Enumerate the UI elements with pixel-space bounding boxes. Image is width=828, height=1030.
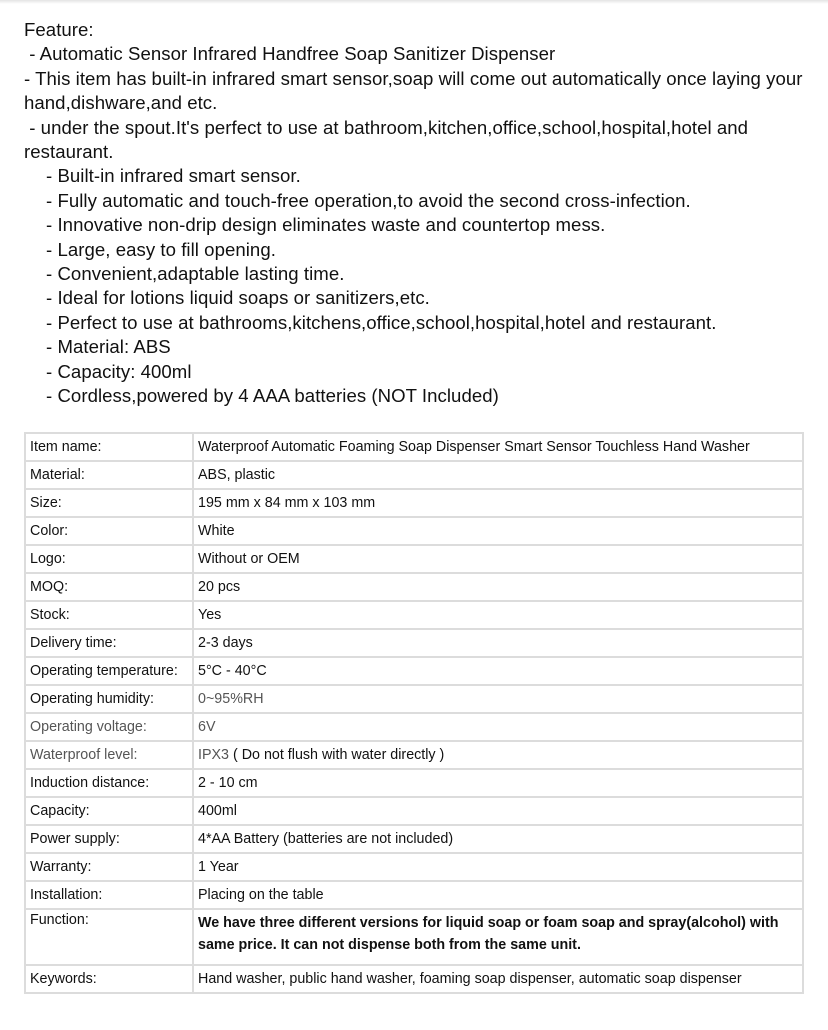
feature-bullet: - Fully automatic and touch-free operation,to avoid the second cross-infection.: [46, 189, 691, 211]
spec-value: 2-3 days: [193, 629, 803, 657]
spec-label: Keywords:: [25, 965, 193, 993]
table-row: [25, 489, 803, 517]
table-row: [25, 881, 803, 909]
spec-label: Stock:: [25, 601, 193, 629]
spec-label: Power supply:: [25, 825, 193, 853]
feature-bullet: - Perfect to use at bathrooms,kitchens,office,school,hospital,hotel and restaurant.: [46, 311, 717, 333]
table-row: [25, 741, 803, 769]
table-row: [25, 769, 803, 797]
feature-bullet: - Cordless,powered by 4 AAA batteries (NOT Included): [46, 385, 499, 407]
spec-value: ABS, plastic: [193, 461, 803, 489]
spec-label: Material:: [25, 461, 193, 489]
spec-label: Operating humidity:: [25, 685, 193, 713]
spec-label: Function:: [25, 909, 193, 965]
feature-description: [24, 18, 828, 409]
spec-value-rating: IPX3: [198, 747, 229, 763]
feature-intro-line: - Automatic Sensor Infrared Handfree Soap Sanitizer Dispenser: [24, 43, 556, 65]
spec-label: Induction distance:: [25, 769, 193, 797]
feature-bullet: - Large, easy to fill opening.: [46, 238, 276, 260]
spec-label: Size:: [25, 489, 193, 517]
table-row: [25, 797, 803, 825]
spec-label: Operating voltage:: [25, 713, 193, 741]
spec-label: Color:: [25, 517, 193, 545]
feature-bullet: - Material: ABS: [46, 336, 171, 358]
table-row: [25, 685, 803, 713]
feature-bullet: - Innovative non-drip design eliminates waste and countertop mess.: [46, 214, 606, 236]
spec-value-note: ( Do not flush with water directly ): [229, 747, 445, 763]
spec-value: 5°C - 40°C: [193, 657, 803, 685]
table-row: [25, 573, 803, 601]
table-row: [25, 601, 803, 629]
spec-value: 400ml: [193, 797, 803, 825]
spec-value: 6V: [193, 713, 803, 741]
spec-value: 195 mm x 84 mm x 103 mm: [193, 489, 803, 517]
spec-label: Operating temperature:: [25, 657, 193, 685]
spec-value: Without or OEM: [193, 545, 803, 573]
spec-value: Waterproof Automatic Foaming Soap Dispenser Smart Sensor Touchless Hand Washer: [193, 433, 803, 461]
spec-value: Hand washer, public hand washer, foaming soap dispenser, automatic soap dispenser: [193, 965, 803, 993]
spec-value: We have three different versions for liquid soap or foam soap and spray(alcohol) with same price. It can not dispense both from the same unit.: [193, 909, 803, 965]
spec-value: Placing on the table: [193, 881, 803, 909]
feature-bullet: - Capacity: 400ml: [46, 360, 192, 382]
top-edge-shadow: [0, 0, 828, 4]
specification-table: [24, 432, 804, 994]
table-row: [25, 965, 803, 993]
spec-value: 4*AA Battery (batteries are not included): [193, 825, 803, 853]
spec-label: Waterproof level:: [25, 741, 193, 769]
feature-bullet: - Built-in infrared smart sensor.: [46, 165, 301, 187]
spec-value: [193, 741, 803, 769]
table-row: [25, 825, 803, 853]
spec-value: Yes: [193, 601, 803, 629]
feature-heading: Feature:: [24, 19, 94, 40]
spec-label: MOQ:: [25, 573, 193, 601]
table-row: [25, 713, 803, 741]
spec-label: Item name:: [25, 433, 193, 461]
table-row: [25, 433, 803, 461]
table-row: [25, 517, 803, 545]
spec-value: 2 - 10 cm: [193, 769, 803, 797]
spec-label: Capacity:: [25, 797, 193, 825]
table-row: [25, 461, 803, 489]
spec-label: Delivery time:: [25, 629, 193, 657]
spec-value: 20 pcs: [193, 573, 803, 601]
feature-intro-line: - under the spout.It's perfect to use at bathroom,kitchen,office,school,hospital,hotel and restaurant.: [24, 116, 754, 163]
spec-label: Logo:: [25, 545, 193, 573]
feature-bullet: - Ideal for lotions liquid soaps or sanitizers,etc.: [46, 287, 430, 309]
feature-bullet: - Convenient,adaptable lasting time.: [46, 263, 345, 285]
table-row: [25, 853, 803, 881]
table-row: [25, 629, 803, 657]
table-row: [25, 657, 803, 685]
feature-intro-line: - This item has built-in infrared smart sensor,soap will come out automatically once laying your hand,dishware,and etc.: [24, 67, 803, 114]
spec-label: Warranty:: [25, 853, 193, 881]
spec-value: 1 Year: [193, 853, 803, 881]
spec-value: 0~95%RH: [193, 685, 803, 713]
table-row: [25, 909, 803, 965]
spec-value: White: [193, 517, 803, 545]
spec-label: Installation:: [25, 881, 193, 909]
table-row: [25, 545, 803, 573]
